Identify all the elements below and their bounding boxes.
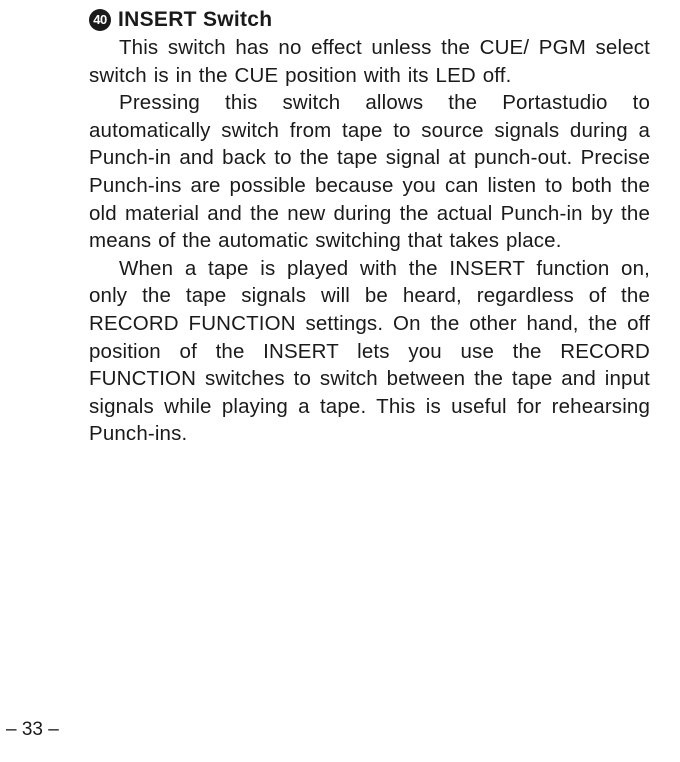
section-title: INSERT Switch (118, 8, 273, 31)
paragraph-punch-in-switching: Pressing this switch allows the Portastudio to automatically switch from tape to source signals during a Punch-in and back to the tape signal at punch-out. Precise Punch-ins are possible because you can listen to both the old material and the new during the actual Punch-in by the means of the automatic switching that takes place. (89, 91, 650, 253)
section-heading (89, 6, 650, 34)
page-number: – 33 – (6, 719, 59, 740)
paragraph-cue-pgm-condition: This switch has no effect unless the CUE/ PGM select switch is in the CUE position with its LED off. (89, 36, 650, 87)
paragraph-insert-playback: When a tape is played with the INSERT function on, only the tape signals will be heard, regardless of the RECORD FUNCTION settings. On the other hand, the off position of the INSERT lets you use the RECORD FUNCTION switches to switch between the tape and input signals while playing a tape. This is useful for rehearsing Punch-ins. (89, 256, 650, 446)
section-number-badge: 40 (89, 9, 111, 31)
section-content (89, 6, 650, 448)
